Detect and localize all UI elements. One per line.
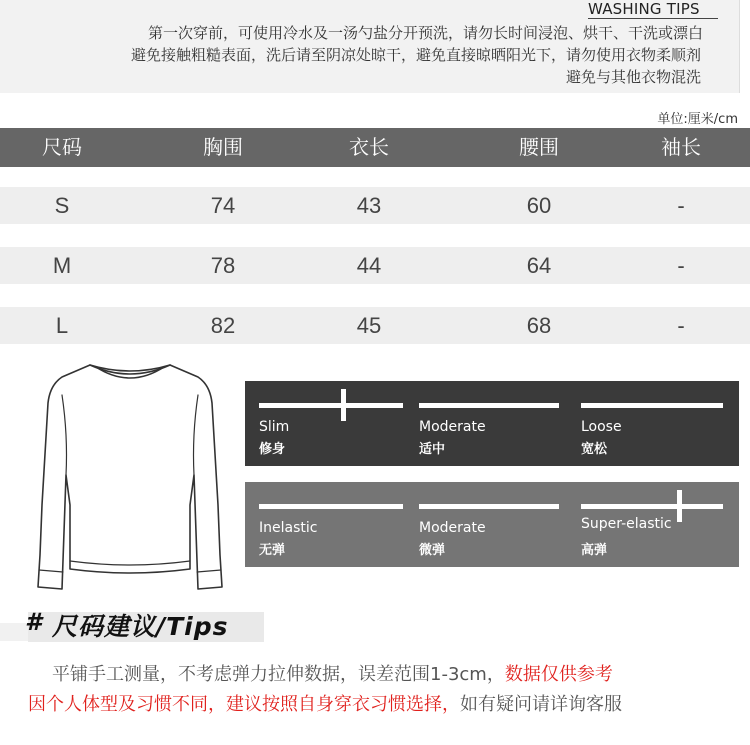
tips-note-line-2 (28, 690, 622, 716)
cell-length: 45 (356, 313, 382, 338)
washing-tips-underline (588, 18, 718, 19)
fit-option-en: Moderate (419, 520, 486, 536)
fit-option-en: Super-elastic (581, 516, 672, 532)
shirt-sketch-icon (20, 355, 240, 600)
fit-bar-moderate (419, 403, 559, 408)
fit-option-cn: 宽松 (581, 442, 608, 457)
fit-elasticity-marker (677, 490, 682, 522)
tips-note-gray: 平铺手工测量，不考虑弹力拉伸数据，误差范围1-3cm， (52, 664, 505, 685)
fit-option-en: Inelastic (259, 520, 318, 536)
fit-option-cn: 修身 (259, 442, 286, 457)
table-row (0, 187, 750, 224)
fit-bar-super-elastic (581, 504, 723, 509)
cell-length: 44 (356, 253, 382, 278)
fit-elasticity-panel (245, 482, 739, 567)
cell-waist: 68 (526, 313, 552, 338)
table-row (0, 247, 750, 284)
unit-label: 单位:厘米/cm (657, 112, 738, 127)
fit-option-en: Moderate (419, 419, 486, 435)
header-chest: 胸围 (203, 135, 243, 159)
size-table-header (0, 128, 750, 167)
table-row (0, 307, 750, 344)
tips-note-gray: 如有疑问请详询客服 (460, 694, 622, 715)
washing-tips-title: WASHING TIPS (588, 0, 700, 18)
fit-option-cn: 微弹 (419, 543, 446, 558)
washing-line-3: 避免与其他衣物混洗 (565, 68, 701, 86)
cell-waist: 64 (526, 253, 552, 278)
cell-sleeve: - (677, 253, 685, 278)
cell-waist: 60 (526, 193, 552, 218)
header-waist: 腰围 (519, 135, 559, 159)
fit-bar-inelastic (259, 504, 403, 509)
washing-line-2: 避免接触粗糙表面，洗后请至阴凉处晾干，避免直接晾晒阳光下，请勿使用衣物柔顺剂 (130, 46, 701, 64)
tips-note-red: 因个人体型及习惯不同， (28, 694, 226, 715)
tips-note-red: 数据仅供参考 (504, 664, 613, 685)
cell-length: 43 (356, 193, 382, 218)
washing-tips-panel (0, 0, 740, 93)
cell-size: M (52, 253, 72, 278)
header-length: 衣长 (349, 135, 389, 159)
fit-option-cn: 适中 (419, 442, 446, 457)
cell-chest: 82 (210, 313, 236, 338)
fit-bar-moderate (419, 504, 559, 509)
fit-option-cn: 高弹 (581, 543, 608, 558)
fit-version-panel (245, 381, 739, 466)
fit-version-marker (341, 389, 346, 421)
fit-option-cn: 无弹 (259, 543, 286, 558)
fit-bar-loose (581, 403, 723, 408)
cell-size: L (55, 313, 69, 338)
tips-note-line-1 (52, 660, 613, 686)
header-size: 尺码 (42, 135, 82, 159)
tips-note-red: 建议按照自身穿衣习惯选择， (226, 694, 460, 715)
header-sleeve: 袖长 (661, 135, 701, 159)
fit-option-en: Slim (259, 419, 290, 435)
cell-sleeve: - (677, 313, 685, 338)
tips-title: 尺码建议/Tips (52, 612, 229, 641)
fit-bar-slim (259, 403, 403, 408)
cell-chest: 74 (210, 193, 236, 218)
washing-line-1: 第一次穿前，可使用冷水及一汤勺盐分开预洗，请勿长时间浸泡、烘干、干洗或漂白 (147, 24, 703, 42)
fit-option-en: Loose (581, 419, 622, 435)
cell-sleeve: - (677, 193, 685, 218)
cell-chest: 78 (210, 253, 236, 278)
cell-size: S (54, 193, 70, 218)
tips-hash: # (25, 608, 42, 636)
